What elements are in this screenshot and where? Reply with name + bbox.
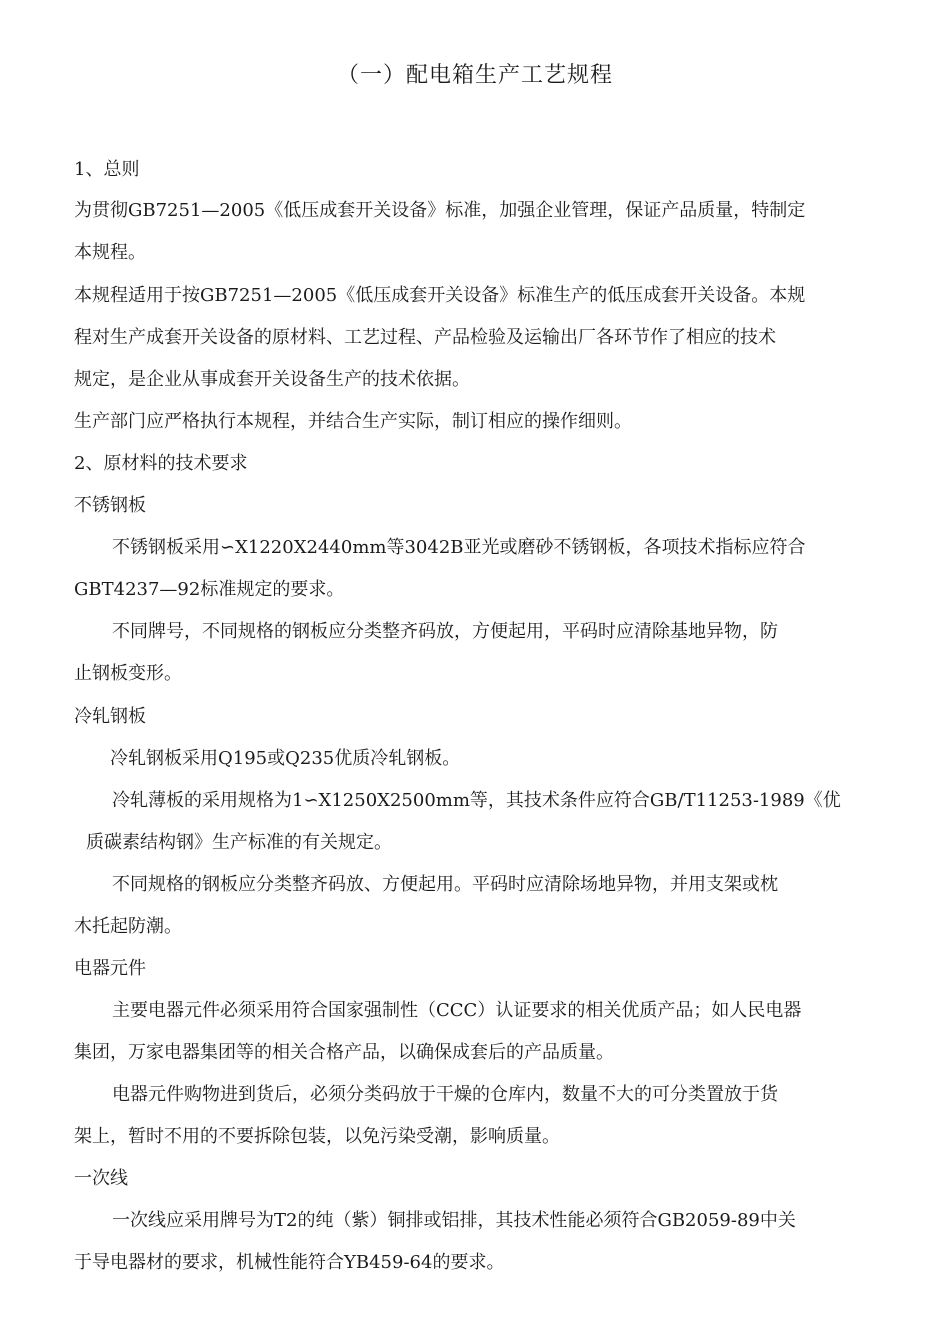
paragraph-line: 质碳素结构钢》生产标准的有关规定。: [86, 832, 392, 853]
subheading-stainless-steel: 不锈钢板: [74, 495, 146, 516]
paragraph-line: 主要电器元件必须采用符合国家强制性（CCC）认证要求的相关优质产品；如人民电器: [112, 1000, 802, 1021]
section-heading-materials: 2、原材料的技术要求: [74, 453, 248, 474]
paragraph-line: 架上，暂时不用的不要拆除包装，以免污染受潮，影响质量。: [74, 1126, 560, 1147]
paragraph-line: 不同牌号，不同规格的钢板应分类整齐码放，方便起用，平码时应清除基地异物，防: [112, 621, 778, 642]
paragraph-line: 不同规格的钢板应分类整齐码放、方便起用。平码时应清除场地异物，并用支架或枕: [112, 874, 778, 895]
paragraph-line: 生产部门应严格执行本规程，并结合生产实际，制订相应的操作细则。: [74, 411, 632, 432]
subheading-cold-rolled-steel: 冷轧钢板: [74, 706, 146, 727]
paragraph-line: GBT4237—92标准规定的要求。: [74, 579, 345, 600]
paragraph-line: 不锈钢板采用∽X1220X2440mm等3042B亚光或磨砂不锈钢板，各项技术指标应符合: [112, 537, 806, 558]
paragraph-line: 电器元件购物进到货后，必须分类码放于干燥的仓库内，数量不大的可分类置放于货: [112, 1084, 778, 1105]
paragraph-line: 集团，万家电器集团等的相关合格产品，以确保成套后的产品质量。: [74, 1042, 614, 1063]
paragraph-line: 本规程适用于按GB7251—2005《低压成套开关设备》标准生产的低压成套开关设备。本规: [74, 285, 806, 306]
paragraph-line: 一次线应采用牌号为T2的纯（紫）铜排或铝排，其技术性能必须符合GB2059-89中关: [112, 1210, 796, 1231]
subheading-electrical-components: 电器元件: [74, 958, 146, 979]
paragraph-line: 冷轧钢板采用Q195或Q235优质冷轧钢板。: [110, 748, 461, 769]
paragraph-line: 程对生产成套开关设备的原材料、工艺过程、产品检验及运输出厂各环节作了相应的技术: [74, 327, 776, 348]
paragraph-line: 冷轧薄板的采用规格为1∽X1250X2500mm等，其技术条件应符合GB/T11253-1989《优: [112, 790, 841, 811]
subheading-primary-wiring: 一次线: [74, 1168, 128, 1189]
paragraph-line: 于导电器材的要求，机械性能符合YB459-64的要求。: [74, 1252, 505, 1273]
paragraph-line: 止钢板变形。: [74, 663, 182, 684]
paragraph-line: 本规程。: [74, 242, 146, 263]
paragraph-line: 为贯彻GB7251—2005《低压成套开关设备》标准，加强企业管理，保证产品质量，特制定: [74, 200, 806, 221]
paragraph-line: 木托起防潮。: [74, 916, 182, 937]
paragraph-line: 规定，是企业从事成套开关设备生产的技术依据。: [74, 369, 470, 390]
section-heading-general: 1、总则: [74, 159, 140, 180]
document-title: （一）配电箱生产工艺规程: [336, 63, 613, 88]
